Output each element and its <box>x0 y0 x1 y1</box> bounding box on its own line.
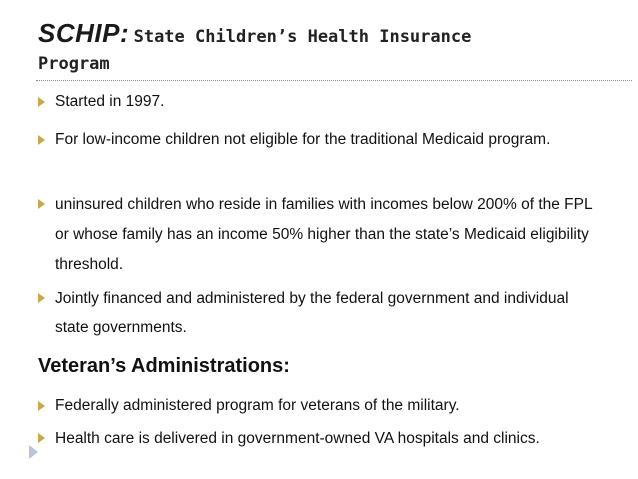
bullet-text: uninsured children who reside in families with incomes below 200% of the FPL or whose family has an income 50% higher than the state’s Medicaid eligibility threshold. <box>55 196 593 273</box>
bullet-text: Federally administered program for veterans of the military. <box>55 397 460 414</box>
va-section-heading: Veteran’s Administrations: <box>38 355 290 377</box>
bullet-text: Jointly financed and administered by the federal government and individual state governments. <box>55 290 569 336</box>
bullet-text: Health care is delivered in government-owned VA hospitals and clinics. <box>55 430 540 447</box>
bullet-text: Started in 1997. <box>55 93 165 110</box>
title-rest-line2: Program <box>38 54 110 74</box>
bullet-triangle-icon <box>38 135 45 145</box>
bullet-triangle-icon <box>38 199 45 209</box>
title-rest-line1: State Children’s Health Insurance <box>133 27 472 47</box>
bullet-text: For low-income children not eligible for the traditional Medicaid program. <box>55 131 551 148</box>
slide-title <box>38 18 471 49</box>
bullet-triangle-icon <box>38 97 45 107</box>
bullet-triangle-icon <box>38 433 45 443</box>
title-abbreviation: SCHIP <box>38 18 120 48</box>
title-divider <box>36 80 632 81</box>
bullet-triangle-icon <box>38 293 45 303</box>
title-separator: : <box>119 18 130 48</box>
next-slide-arrow-icon[interactable] <box>29 445 38 459</box>
bullet-triangle-icon <box>38 401 45 411</box>
